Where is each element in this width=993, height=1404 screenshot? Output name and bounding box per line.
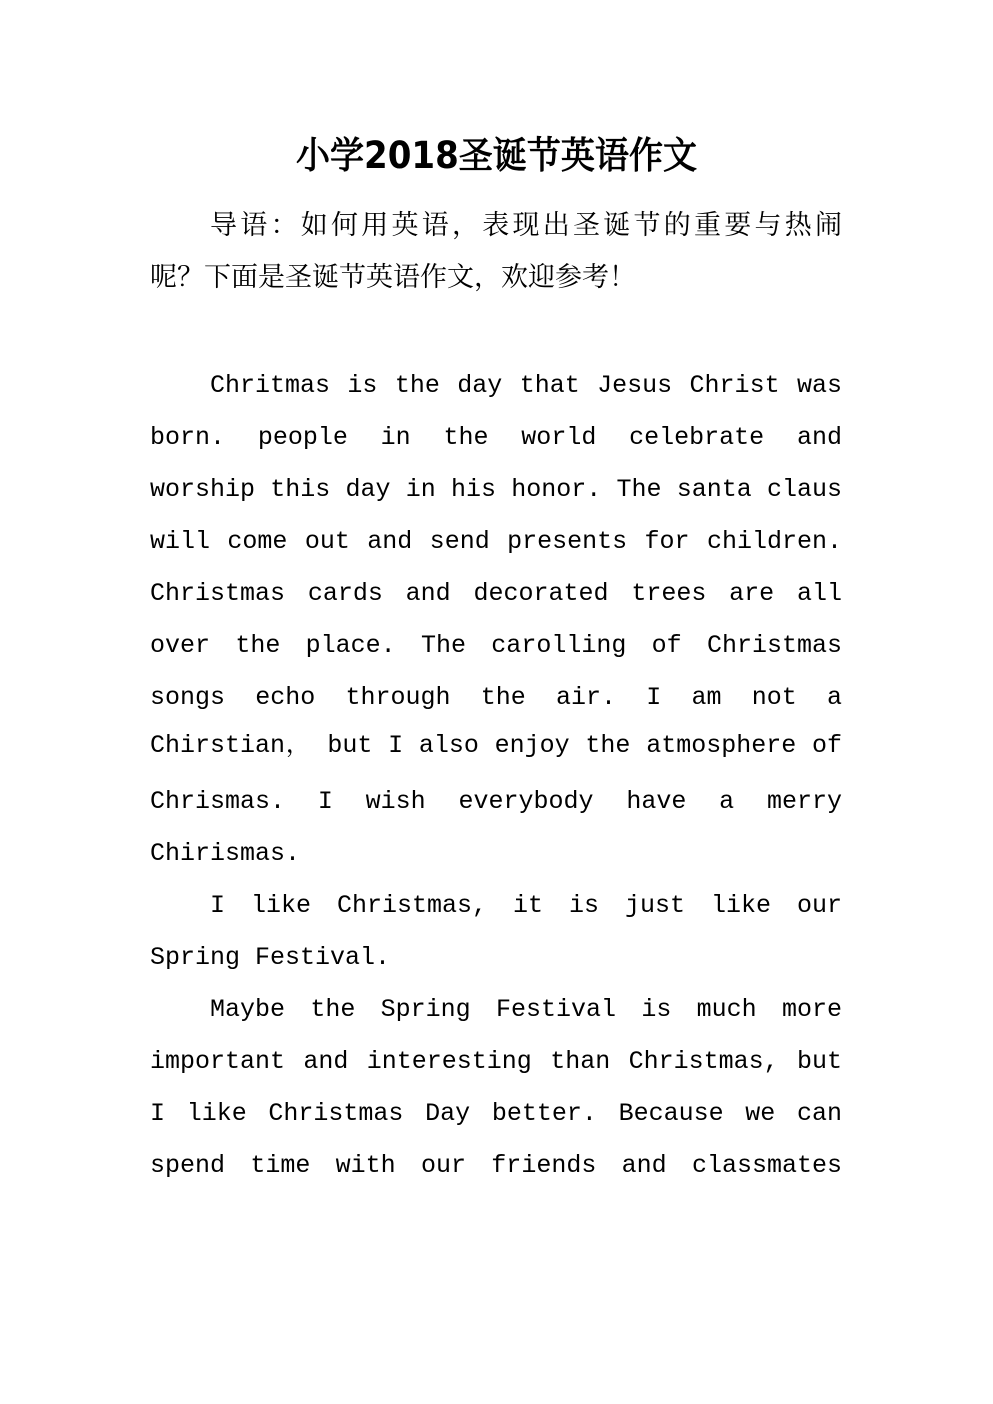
intro-line-1: 导语：如何用英语，表现出圣诞节的重要与热闹 xyxy=(210,210,842,241)
paragraph-3 xyxy=(150,984,842,1192)
text-line: Spring Festival. xyxy=(150,943,391,972)
text-line: I like Christmas, it is just like our xyxy=(210,891,842,920)
text-line: important and interesting than Christmas, but xyxy=(150,1047,842,1076)
text-line: will come out and send presents for children. xyxy=(150,527,842,556)
text-line: songs echo through the air. I am not a xyxy=(150,683,842,712)
text-line: Maybe the Spring Festival is much more xyxy=(210,995,842,1024)
intro-paragraph xyxy=(150,200,842,304)
paragraph-2 xyxy=(150,880,842,984)
essay-body xyxy=(150,360,842,1192)
text-line: over the place. The carolling of Christmas xyxy=(150,631,842,660)
text-line: Christmas cards and decorated trees are all xyxy=(150,579,842,608)
text-line: I like Christmas Day better. Because we can xyxy=(150,1099,842,1128)
text-line: born. people in the world celebrate and xyxy=(150,423,842,452)
text-line: worship this day in his honor. The santa claus xyxy=(150,475,842,504)
text-line: spend time with our friends and classmates xyxy=(150,1151,842,1180)
paragraph-1 xyxy=(150,360,842,880)
intro-line-2: 呢？下面是圣诞节英语作文，欢迎参考！ xyxy=(150,262,636,293)
text-line: Chirismas. xyxy=(150,839,301,868)
text-line: Chritmas is the day that Jesus Christ was xyxy=(210,371,842,400)
document-title: 小学2018圣诞节英语作文 xyxy=(295,134,698,177)
text-line: Chirstian， but I also enjoy the atmosphere of xyxy=(150,731,842,760)
text-line: Chrismas. I wish everybody have a merry xyxy=(150,787,842,816)
